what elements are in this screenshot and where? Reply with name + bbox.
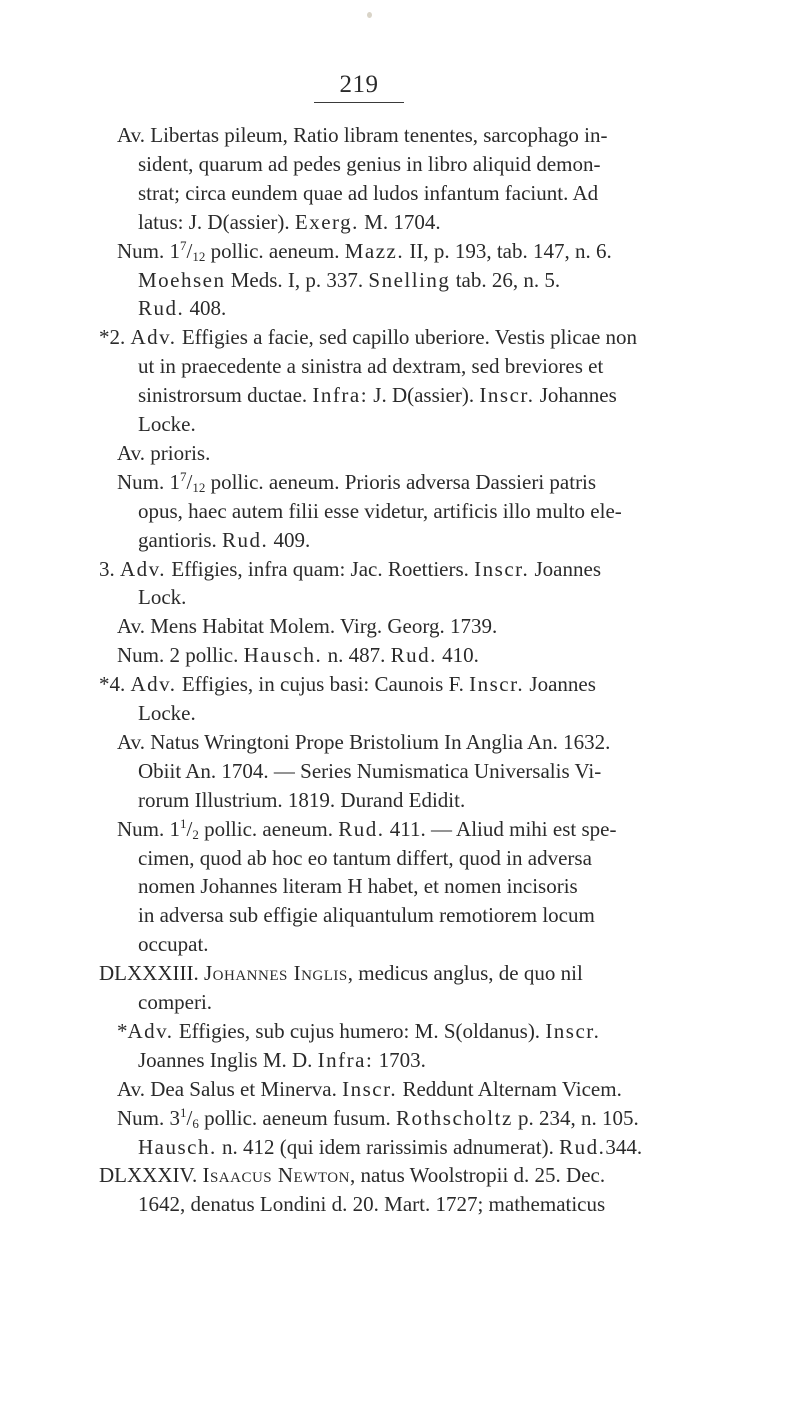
- text-segment: pollic. aeneum.: [205, 238, 345, 263]
- spaced-term: Inscr.: [479, 383, 535, 408]
- spaced-term: Hausch.: [138, 1134, 217, 1159]
- text-line: [117, 468, 596, 497]
- text-segment: DLXXXIV.: [99, 1163, 203, 1188]
- text-segment: 1642, denatus Londini d. 20. Mart. 1727; mathematicus: [138, 1192, 606, 1217]
- text-line: [117, 1075, 622, 1104]
- text-segment: Av. prioris.: [117, 440, 211, 465]
- fraction-denominator: 6: [192, 1115, 199, 1131]
- text-segment: strat; circa eundem quae ad ludos infantum faciunt. Ad: [138, 180, 599, 205]
- fraction-denominator: 12: [192, 479, 206, 495]
- spaced-term: Exerg.: [294, 209, 359, 234]
- text-line: [117, 1104, 639, 1133]
- text-segment: /: [186, 469, 193, 494]
- text-line: [138, 988, 212, 1017]
- text-line: [138, 930, 209, 959]
- text-line: [99, 959, 583, 988]
- text-line: [117, 641, 479, 670]
- text-segment: 411. — Aliud mihi est spe-: [384, 816, 617, 841]
- text-segment: Av. Libertas pileum, Ratio libram tenentes, sarcophago in-: [117, 123, 608, 147]
- text-segment: rorum Illustrium. 1819. Durand Edidit.: [138, 787, 466, 812]
- text-line: [99, 555, 601, 584]
- spaced-term: Rud.: [138, 296, 185, 321]
- text-segment: /: [186, 1105, 193, 1130]
- text-segment: Av. Dea Salus et Minerva.: [117, 1076, 343, 1101]
- text-segment: Lock.: [138, 585, 187, 610]
- spaced-term: Rothscholtz: [395, 1105, 513, 1130]
- spaced-term: Adv.: [130, 325, 177, 350]
- text-line: [138, 526, 310, 555]
- text-segment: Joannes: [529, 556, 601, 581]
- spaced-term: Hausch.: [243, 643, 323, 668]
- text-segment: in adversa sub effigie aliquantulum remotiorem locum: [138, 903, 595, 928]
- text-segment: Num. 2 pollic.: [117, 643, 244, 668]
- spaced-term: Inscr.: [545, 1018, 601, 1043]
- text-line: [138, 583, 186, 612]
- spaced-term: Infra:: [312, 383, 369, 408]
- spaced-term: Rud.: [390, 643, 437, 668]
- text-line: [138, 699, 196, 728]
- fraction-numerator: 1: [180, 815, 187, 831]
- spaced-term: Rud.: [338, 816, 385, 841]
- text-segment: Num. 1: [117, 816, 180, 841]
- text-segment: n. 412 (qui idem rarissimis adnumerat).: [216, 1134, 560, 1159]
- text-segment: *2.: [99, 325, 131, 350]
- text-segment: /: [186, 238, 193, 263]
- text-line: [138, 497, 622, 526]
- text-segment: Obiit An. 1704. — Series Numismatica Universalis Vi-: [138, 758, 602, 783]
- text-segment: Num. 1: [117, 469, 180, 494]
- text-line: [117, 728, 610, 757]
- text-segment: comperi.: [138, 990, 213, 1014]
- text-segment: pollic. aeneum fusum.: [198, 1105, 396, 1130]
- text-segment: pollic. aeneum.: [198, 816, 339, 841]
- paper-speck: [367, 12, 372, 18]
- text-line: [117, 1017, 600, 1046]
- spaced-term: Rud.: [222, 527, 269, 552]
- text-line: [138, 266, 560, 295]
- text-segment: opus, haec autem filii esse videtur, artificis illo multo ele-: [138, 498, 622, 523]
- spaced-term: Infra:: [317, 1047, 374, 1072]
- text-segment: Meds. I, p. 337.: [225, 267, 369, 292]
- text-line: [117, 121, 607, 150]
- text-line: [99, 323, 637, 352]
- text-segment: Num. 3: [117, 1105, 180, 1130]
- text-segment: pollic. aeneum. Prioris adversa Dassieri patris: [205, 469, 597, 494]
- text-segment: latus: J. D(assier).: [138, 209, 295, 234]
- text-segment: Joannes Inglis M. D.: [138, 1047, 318, 1072]
- text-line: [138, 872, 578, 901]
- text-line: [99, 670, 596, 699]
- text-segment: J. D(assier).: [368, 383, 480, 408]
- spaced-term: Adv.: [120, 556, 167, 581]
- text-segment: Num. 1: [117, 238, 180, 263]
- text-line: [117, 612, 497, 641]
- spaced-term: Rud.: [559, 1134, 606, 1159]
- text-line: [138, 179, 598, 208]
- text-segment: sinistrorsum ductae.: [138, 383, 313, 408]
- text-line: [138, 1133, 642, 1162]
- text-segment: 409.: [268, 527, 311, 552]
- spaced-term: Mazz.: [344, 238, 405, 263]
- text-segment: DLXXXIII.: [99, 961, 204, 986]
- page-number-rule: [314, 102, 404, 103]
- text-line: [138, 352, 603, 381]
- text-line: [138, 150, 601, 179]
- text-segment: /: [186, 816, 193, 841]
- fraction-numerator: 7: [180, 468, 187, 484]
- text-segment: Av. Mens Habitat Molem. Virg. Georg. 1739.: [117, 614, 498, 639]
- text-segment: Locke.: [138, 412, 196, 436]
- text-segment: tab. 26, n. 5.: [450, 267, 561, 292]
- text-segment: M. 1704.: [358, 209, 441, 234]
- text-segment: Effigies, in cujus basi: Caunois F.: [176, 672, 470, 697]
- text-segment: 344.: [605, 1134, 643, 1159]
- spaced-term: Snelling: [368, 267, 451, 292]
- text-line: [138, 757, 601, 786]
- text-segment: occupat.: [138, 932, 209, 957]
- fraction-numerator: 7: [180, 237, 187, 253]
- text-line: [117, 237, 612, 266]
- person-name: Johannes Inglis: [203, 961, 348, 986]
- text-segment: 1703.: [373, 1047, 426, 1072]
- text-segment: , natus Woolstropii d. 25. Dec.: [349, 1163, 606, 1188]
- page-number: 219: [339, 71, 379, 98]
- text-line: [138, 1046, 426, 1075]
- text-line: [138, 786, 465, 815]
- spaced-term: Inscr.: [342, 1076, 398, 1101]
- text-segment: II, p. 193, tab. 147, n. 6.: [404, 238, 612, 263]
- fraction-numerator: 1: [180, 1104, 187, 1120]
- text-segment: cimen, quod ab hoc eo tantum differt, quod in adversa: [138, 845, 592, 870]
- text-line: [99, 1161, 605, 1190]
- spaced-term: Moehsen: [138, 267, 226, 292]
- text-segment: Reddunt Alternam Vicem.: [397, 1076, 622, 1101]
- text-line: [138, 294, 226, 323]
- text-line: [138, 208, 441, 237]
- text-segment: n. 487.: [322, 643, 391, 668]
- text-segment: 408.: [184, 296, 227, 321]
- text-line: [117, 815, 616, 844]
- text-line: [138, 1190, 605, 1219]
- text-segment: Effigies, infra quam: Jac. Roettiers.: [166, 556, 475, 581]
- text-segment: *: [117, 1018, 128, 1043]
- fraction-denominator: 12: [192, 248, 206, 264]
- text-segment: Locke.: [138, 701, 196, 725]
- text-segment: nomen Johannes literam H habet, et nomen incisoris: [138, 874, 578, 899]
- text-segment: ut in praecedente a sinistra ad dextram, sed breviores et: [138, 354, 604, 379]
- text-line: [138, 844, 592, 873]
- text-segment: sident, quarum ad pedes genius in libro aliquid demon-: [138, 151, 601, 176]
- text-line: [138, 410, 196, 439]
- person-name: Isaacus Newton: [202, 1163, 350, 1188]
- text-segment: 410.: [436, 643, 479, 668]
- text-segment: *4.: [99, 672, 131, 697]
- spaced-term: Adv.: [127, 1018, 174, 1043]
- text-segment: Effigies a facie, sed capillo uberiore. Vestis plicae non: [176, 325, 638, 350]
- text-segment: 3.: [99, 556, 120, 581]
- fraction-denominator: 2: [192, 826, 199, 842]
- text-segment: p. 234, n. 105.: [512, 1105, 639, 1130]
- spaced-term: Inscr.: [474, 556, 530, 581]
- spaced-term: Adv.: [130, 672, 177, 697]
- text-segment: Effigies, sub cujus humero: M. S(oldanus).: [173, 1018, 546, 1043]
- spaced-term: Inscr.: [469, 672, 525, 697]
- text-segment: Av. Natus Wringtoni Prope Bristolium In Anglia An. 1632.: [117, 729, 611, 754]
- text-segment: Johannes: [534, 383, 617, 408]
- text-segment: gantioris.: [138, 527, 222, 552]
- text-line: [117, 439, 210, 468]
- text-line: [138, 901, 595, 930]
- text-segment: Joannes: [524, 672, 596, 697]
- text-line: [138, 381, 617, 410]
- text-segment: , medicus anglus, de quo nil: [347, 961, 583, 986]
